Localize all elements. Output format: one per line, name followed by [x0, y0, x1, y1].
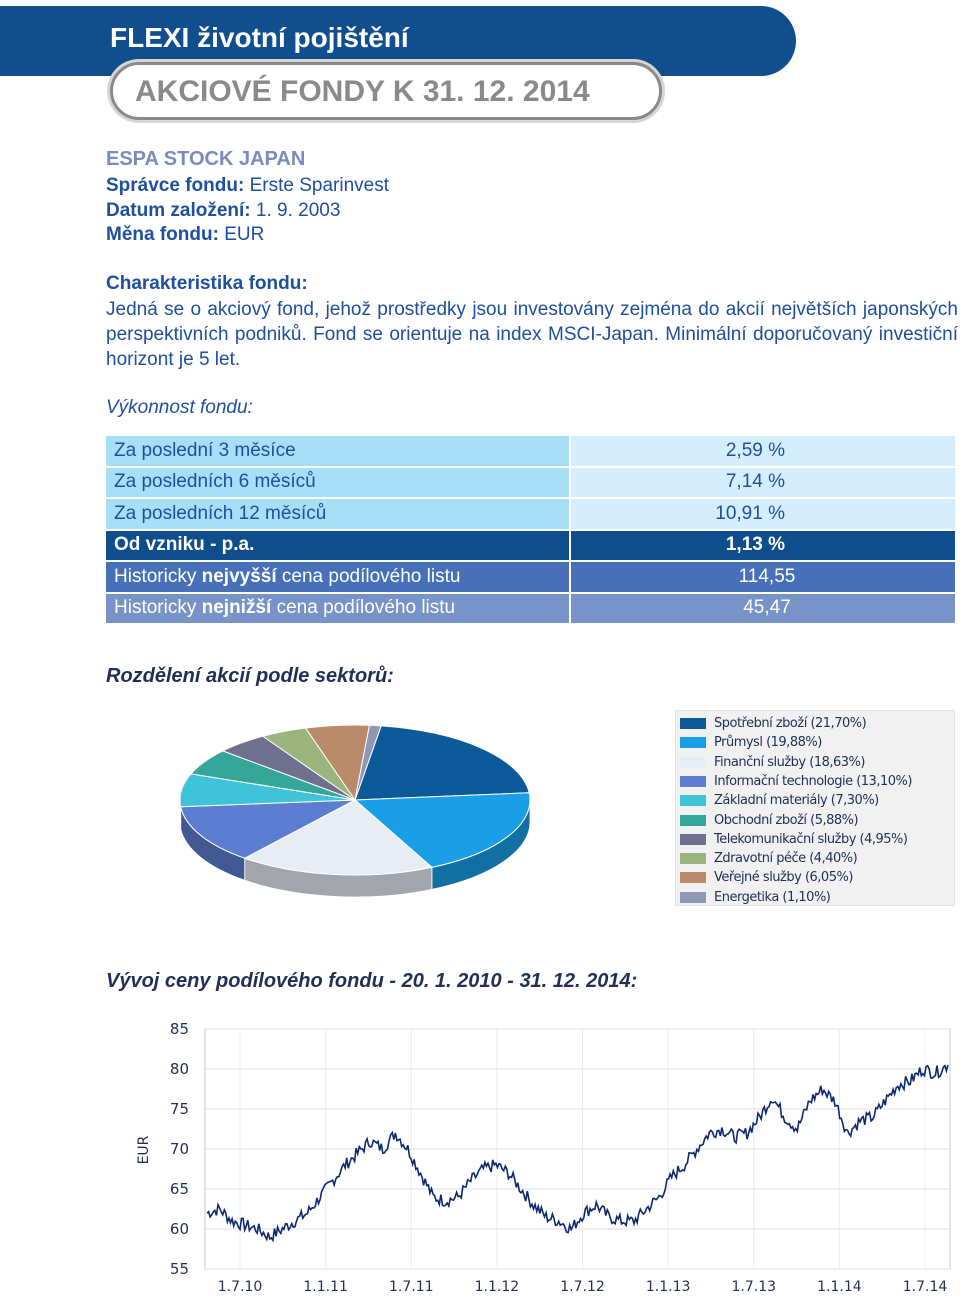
performance-table — [104, 434, 957, 625]
perf-value: 7,14 % — [570, 467, 956, 499]
characteristics-heading: Charakteristika fondu: — [106, 273, 308, 294]
legend-item — [680, 830, 907, 849]
legend-swatch — [680, 834, 706, 845]
sectors-heading: Rozdělení akcií podle sektorů: — [106, 665, 394, 687]
legend-label: Spotřební zboží (21,70%) — [714, 716, 867, 731]
legend-item — [680, 868, 853, 887]
header-accent-line — [0, 70, 110, 73]
legend-label: Veřejné služby (6,05%) — [714, 870, 853, 886]
price-line-chart — [130, 1015, 952, 1295]
perf-value-high: 114,55 — [570, 561, 956, 593]
y-tick-label: 85 — [169, 1020, 189, 1038]
fund-currency-label: Měna fondu: — [106, 224, 219, 245]
x-tick-label: 1.1.14 — [817, 1279, 862, 1295]
x-tick-label: 1.1.12 — [474, 1279, 520, 1295]
x-tick-label: 1.1.13 — [645, 1279, 691, 1295]
x-tick-label: 1.7.10 — [217, 1279, 263, 1295]
perf-label: Za posledních 12 měsíců — [105, 498, 570, 530]
table-row — [105, 467, 956, 499]
characteristics-text: Jedná se o akciový fond, jehož prostředky jsou investovány zejména do akcií největších japonských perspektivních podniků. Fond se orientuje na index MSCI-Japan. Minimální doporučovaný investiční horizont je 5 let. — [106, 299, 958, 370]
table-row — [105, 435, 956, 467]
perf-label: Za poslední 3 měsíce — [105, 435, 570, 467]
legend-item — [680, 849, 857, 868]
legend-label: Finanční služby (18,63%) — [714, 754, 865, 770]
legend-label: Obchodní zboží (5,88%) — [714, 812, 859, 828]
legend-label: Energetika (1,10%) — [714, 889, 831, 905]
legend-swatch — [680, 892, 706, 903]
sector-pie-chart — [170, 715, 540, 905]
legend-item — [680, 811, 858, 830]
legend-item — [680, 791, 879, 810]
legend-label: Informační technologie (13,10%) — [714, 773, 912, 789]
y-tick-label: 75 — [169, 1100, 189, 1118]
perf-label: Za posledních 6 měsíců — [105, 467, 570, 499]
perf-value: 2,59 % — [570, 435, 956, 467]
perf-label: Od vzniku - p.a. — [105, 530, 570, 562]
fund-name: ESPA STOCK JAPAN — [106, 148, 306, 170]
fund-date — [106, 198, 340, 223]
perf-label-high: Historicky nejvyšší cena podílového listu — [105, 561, 570, 593]
perf-value: 1,13 % — [570, 530, 956, 562]
x-tick-label: 1.7.12 — [560, 1279, 605, 1295]
sector-legend — [675, 710, 955, 906]
x-tick-label: 1.7.13 — [731, 1279, 777, 1295]
fund-date-value: 1. 9. 2003 — [255, 200, 341, 221]
legend-label: Průmysl (19,88%) — [714, 735, 822, 751]
y-tick-label: 60 — [169, 1220, 189, 1238]
fund-manager — [106, 173, 389, 198]
page-title: FLEXI životní pojištění — [110, 22, 409, 53]
legend-item — [680, 753, 865, 772]
y-tick-label: 55 — [169, 1260, 189, 1278]
pie-slice — [355, 726, 529, 800]
table-row — [105, 593, 956, 625]
page-subtitle: AKCIOVÉ FONDY K 31. 12. 2014 — [135, 75, 590, 108]
legend-swatch — [680, 853, 706, 864]
y-axis-label: EUR — [136, 1135, 152, 1165]
legend-item — [680, 772, 912, 791]
x-tick-label: 1.7.11 — [388, 1279, 434, 1295]
x-tick-label: 1.7.14 — [902, 1279, 948, 1295]
y-tick-label: 70 — [169, 1140, 189, 1158]
table-row — [105, 498, 956, 530]
fund-currency-value: EUR — [224, 224, 265, 245]
legend-swatch — [680, 776, 706, 787]
performance-heading: Výkonnost fondu: — [106, 397, 253, 418]
x-tick-label: 1.1.11 — [303, 1279, 348, 1295]
legend-swatch — [680, 815, 706, 826]
legend-swatch — [680, 757, 706, 768]
perf-value: 10,91 % — [570, 498, 956, 530]
legend-label: Telekomunikační služby (4,95%) — [714, 831, 908, 847]
legend-item — [680, 888, 830, 907]
legend-swatch — [680, 872, 706, 883]
y-tick-label: 80 — [169, 1060, 189, 1078]
subtitle-pill — [110, 62, 662, 120]
legend-swatch — [680, 718, 706, 729]
table-row — [105, 530, 956, 562]
legend-item — [680, 714, 866, 733]
price-heading: Vývoj ceny podílového fondu - 20. 1. 2010 - 31. 12. 2014: — [106, 970, 638, 992]
perf-label-low: Historicky nejnižší cena podílového listu — [105, 593, 570, 625]
legend-label: Základní materiály (7,30%) — [714, 793, 879, 809]
legend-item — [680, 733, 822, 752]
legend-label: Zdravotní péče (4,40%) — [714, 851, 858, 867]
fund-currency — [106, 222, 264, 247]
perf-value-low: 45,47 — [570, 593, 956, 625]
table-row — [105, 561, 956, 593]
legend-swatch — [680, 795, 706, 806]
legend-swatch — [680, 737, 706, 748]
fund-date-label: Datum založení: — [106, 200, 251, 221]
y-tick-label: 65 — [169, 1180, 189, 1198]
fund-manager-value: Erste Sparinvest — [249, 175, 389, 196]
fund-manager-label: Správce fondu: — [106, 175, 245, 196]
